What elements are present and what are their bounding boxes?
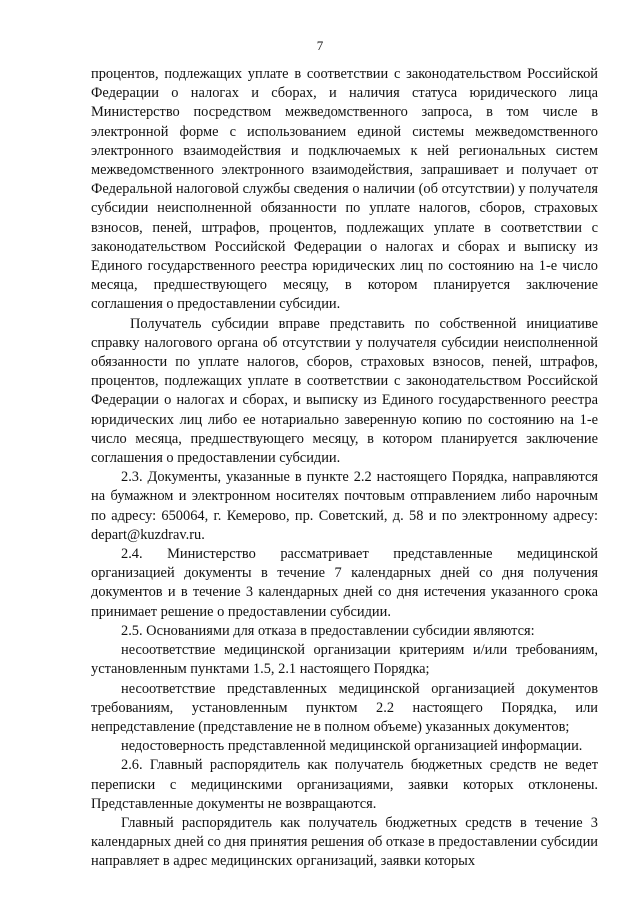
paragraph-2-3: 2.3. Документы, указанные в пункте 2.2 настоящего Порядка, направляются на бумажном и электронном носителях почтовым отправлением либо нарочным по адресу: 650064, г. Кемерово, пр. Советский, д. 58 и по электронному адресу: depart@kuzdrav.ru.: [91, 469, 598, 543]
refusal-reason-2: несоответствие представленных медицинской организацией документов требованиям, установленным пунктом 2.2 настоящего Порядка, или непредставление (представление не в полном объеме) указанных документов;: [91, 680, 598, 735]
refusal-reason-1: несоответствие медицинской организации критериям и/или требованиям, установленным пунктами 1.5, 2.1 настоящего Порядка;: [91, 642, 598, 678]
paragraph-notification: Главный распорядитель как получатель бюджетных средств в течение 3 календарных дней со дня принятия решения об отказе в предоставлении субсидии направляет в адрес медицинских организаций, заявки которых: [91, 814, 598, 870]
paragraph-own-initiative: Получатель субсидии вправе представить по собственной инициативе справку налогового органа об отсутствии у получателя субсидии неисполненной обязанности по уплате налогов, сборов, страховых взносов, пеней, штрафов, процентов, подлежащих уплате в соответствии с законодательством Российской Федерации о налогах и сборах, и выписку из Единого государственного реестра юридических лиц либо ее нотариально заверенную копию по состоянию на 1-е число месяца, предшествующего месяцу, в котором планируется заключение соглашения о предоставлении субсидии.: [91, 315, 598, 467]
document-body: [91, 65, 598, 872]
paragraph-continuation: процентов, подлежащих уплате в соответствии с законодательством Российской Федерации о налогах и сборах, и наличия статуса юридического лица Министерство посредством межведомственного запроса, в том числе в электронной форме с использованием единой системы межведомственного электронного взаимодействия и подключаемых к ней региональных систем межведомственного электронного взаимодействия, запрашивает и получает от Федеральной налоговой службы сведения о наличии (об отсутствии) у получателя субсидии неисполненной обязанности по уплате налогов, сборов, страховых взносов, пеней, штрафов, процентов, подлежащих уплате в соответствии с законодательством Российской Федерации о налогах и сборах и выписку из Единого государственного реестра юридических лиц по состоянию на 1-е число месяца, предшествующего месяцу, в котором планируется заключение соглашения о предоставлении субсидии.: [91, 66, 598, 313]
refusal-reason-3: недостоверность представленной медицинской организацией информации.: [121, 738, 583, 755]
page-number: 7: [316, 38, 324, 53]
paragraph-2-4: 2.4. Министерство рассматривает представленные медицинской организацией документы в течение 7 календарных дней со дня получения документов и в течение 3 календарных дней со дня истечения указанного срока принимает решение о предоставлении субсидии.: [91, 546, 598, 620]
paragraph-2-5: 2.5. Основаниями для отказа в предоставлении субсидии являются:: [121, 622, 535, 639]
paragraph-2-6: 2.6. Главный распорядитель как получатель бюджетных средств не ведет переписки с медицинскими организациями, заявки которых отклонены. Представленные документы не возвращаются.: [91, 757, 598, 812]
